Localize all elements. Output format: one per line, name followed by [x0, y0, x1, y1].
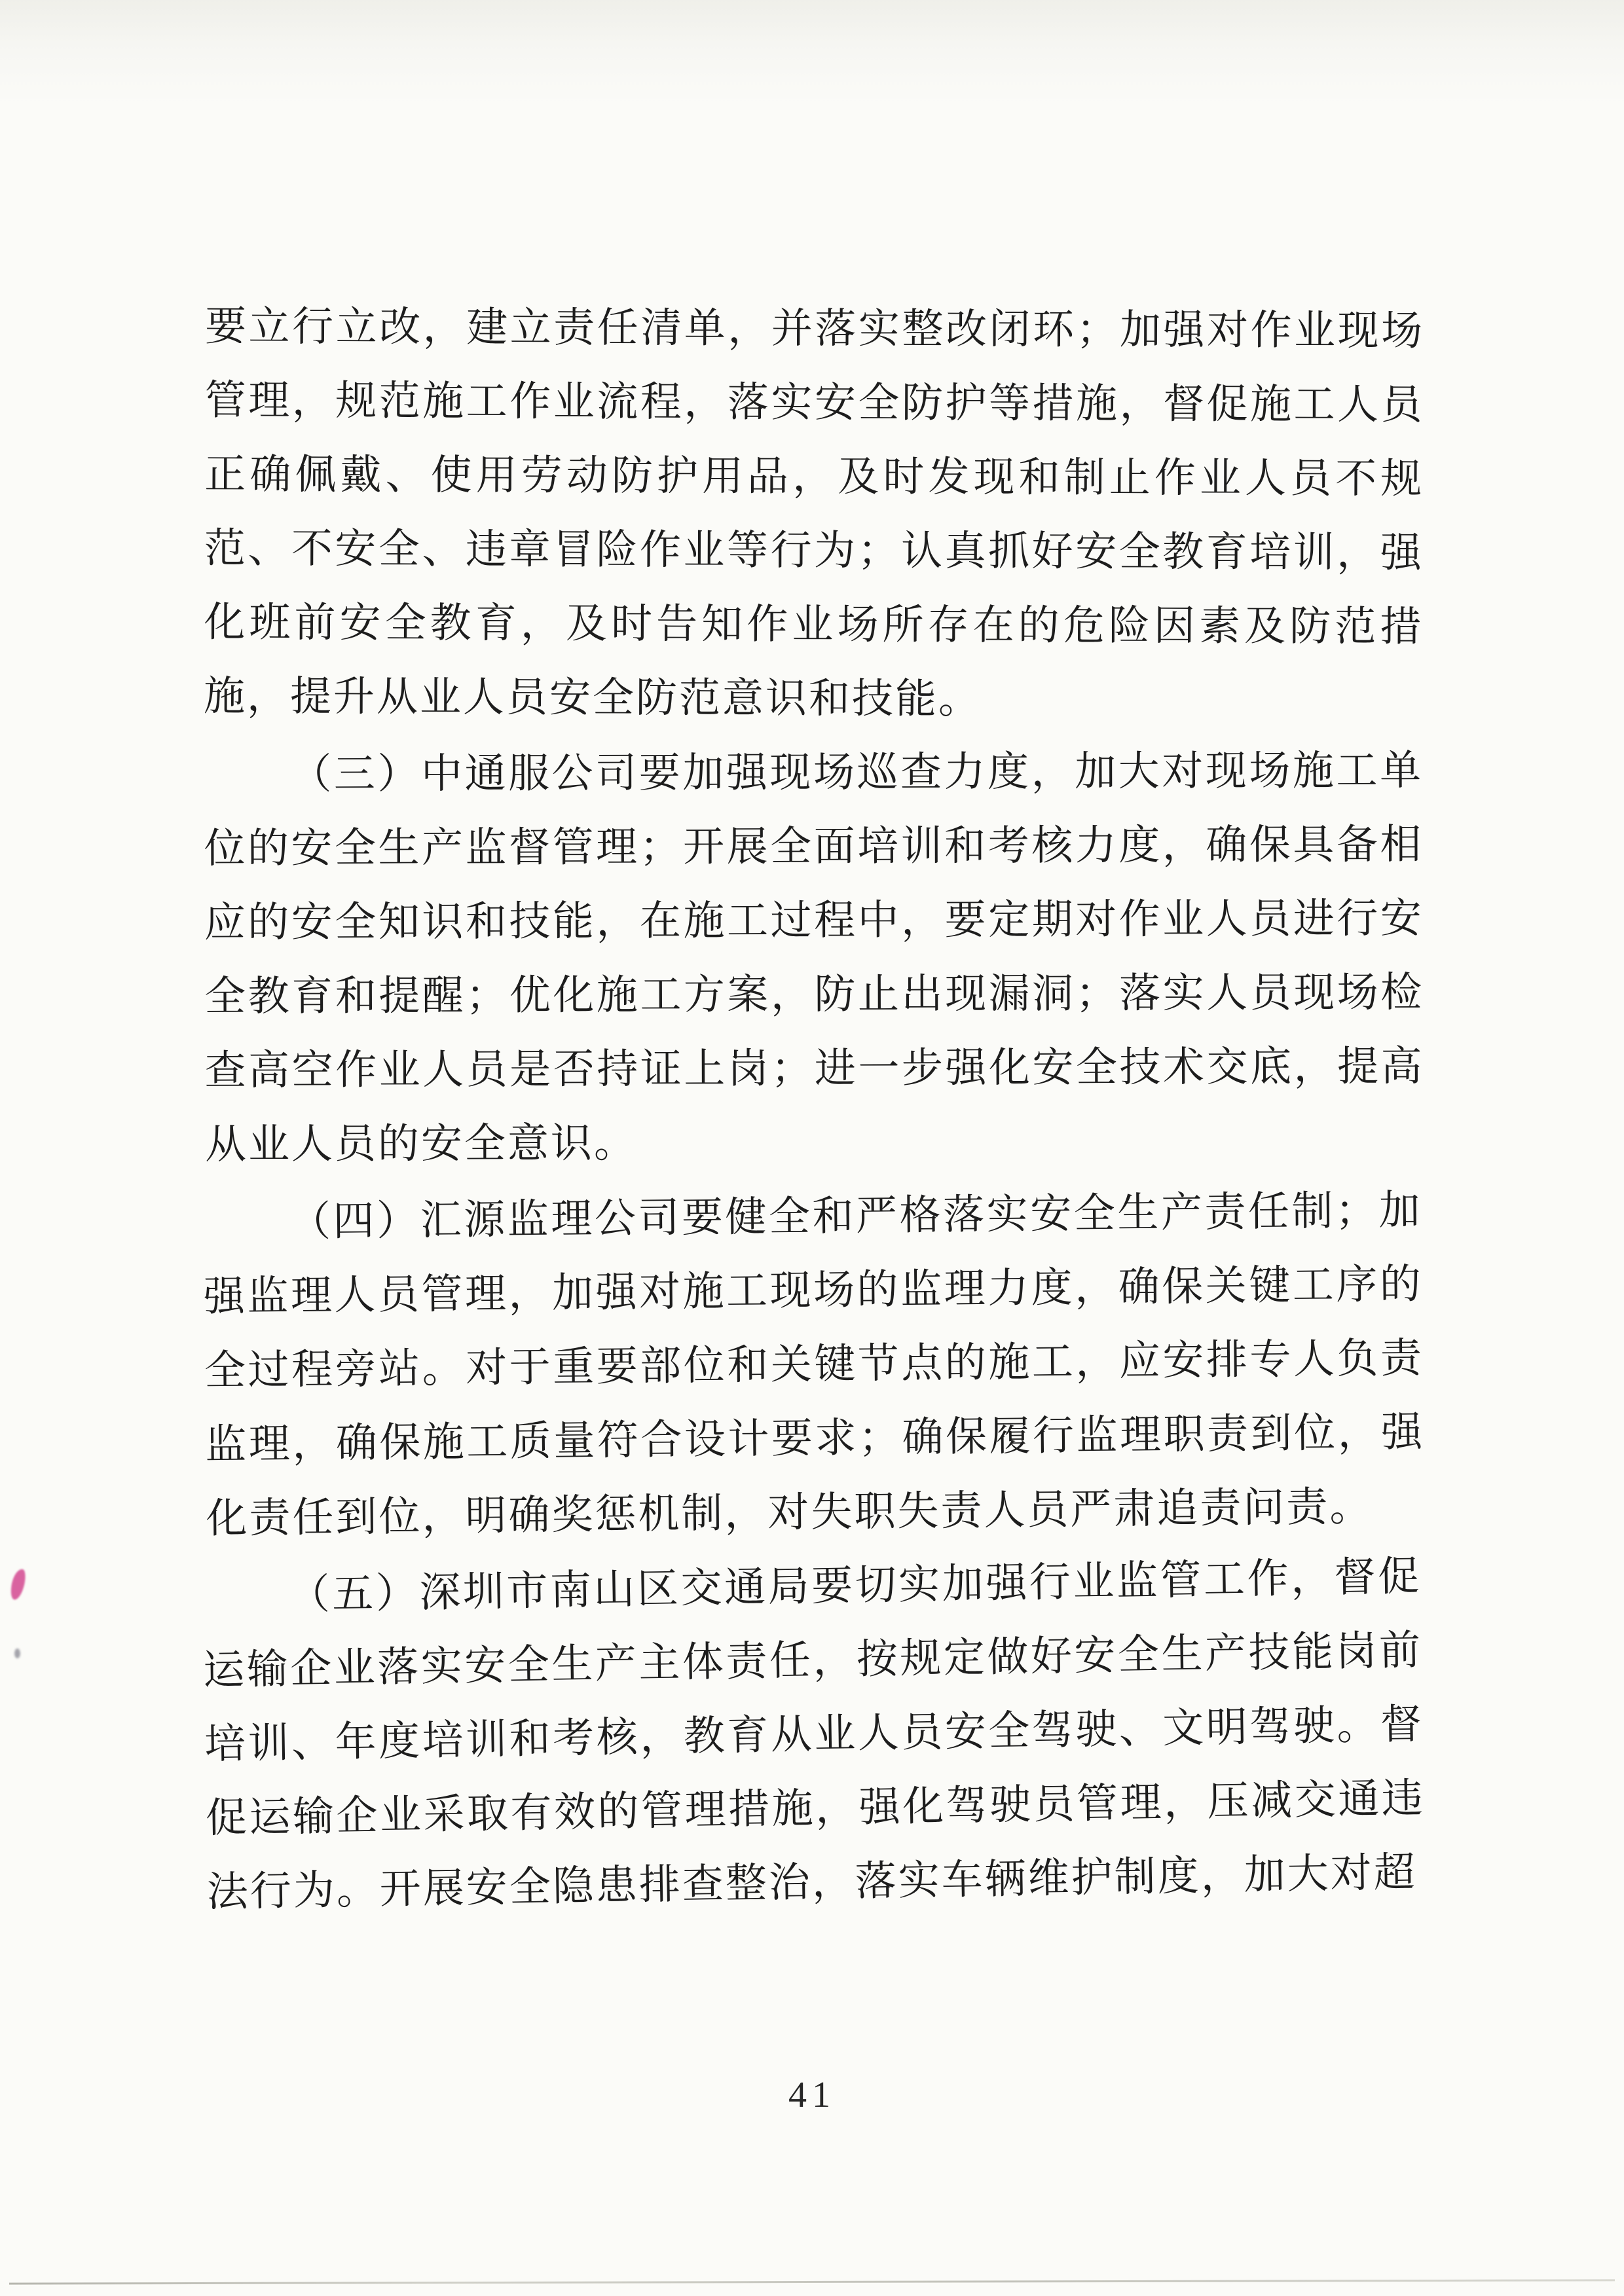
paragraph-continuation: 要立行立改，建立责任清单，并落实整改闭环；加强对作业现场管理，规范施工作业流程，落实安全防护等措施，督促施工人员正确佩戴、使用劳动防护用品，及时发现和制止作业人员不规范、不安全、违章冒险作业等行为；认真抓好安全教育培训，强化班前安全教育，及时告知作业场所存在的危险因素及防范措施，提升从业人员安全防范意识和技能。 [203, 303, 1425, 722]
scan-artifact-pink-mark [9, 1568, 28, 1601]
document-text-block [204, 292, 1424, 1920]
page-number: 41 [788, 2075, 836, 2115]
scan-noise-band [0, 0, 1624, 105]
scan-edge-line [9, 2279, 1615, 2284]
paragraph-item-four: （四）汇源监理公司要健全和严格落实安全生产责任制；加强监理人员管理，加强对施工现场的监理力度，确保关键工序的全过程旁站。对于重要部位和关键节点的施工，应安排专人负责监理，确保施工质量符合设计要求；确保履行监理职责到位，强化责任到位，明确奖惩机制，对失职失责人员严肃追责问责。 [203, 1187, 1425, 1542]
paragraph-item-three: （三）中通服公司要加强现场巡查力度，加大对现场施工单位的安全生产监督管理；开展全面培训和考核力度，确保具备相应的安全知识和技能，在施工过程中，要定期对作业人员进行安全教育和提醒；优化施工方案，防止出现漏洞；落实人员现场检查高空作业人员是否持证上岗；进一步强化安全技术交底，提高从业人员的安全意识。 [204, 747, 1424, 1168]
scan-artifact-speck [14, 1649, 20, 1658]
paragraph-item-five: （五）深圳市南山区交通局要切实加强行业监管工作，督促运输企业落实安全生产主体责任，按规定做好安全生产技能岗前培训、年度培训和考核，教育从业人员安全驾驶、文明驾驶。督促运输企业采取有效的管理措施，强化驾驶员管理，压减交通违法行为。开展安全隐患排查整治，落实车辆维护制度，加大对超 [202, 1553, 1426, 1916]
